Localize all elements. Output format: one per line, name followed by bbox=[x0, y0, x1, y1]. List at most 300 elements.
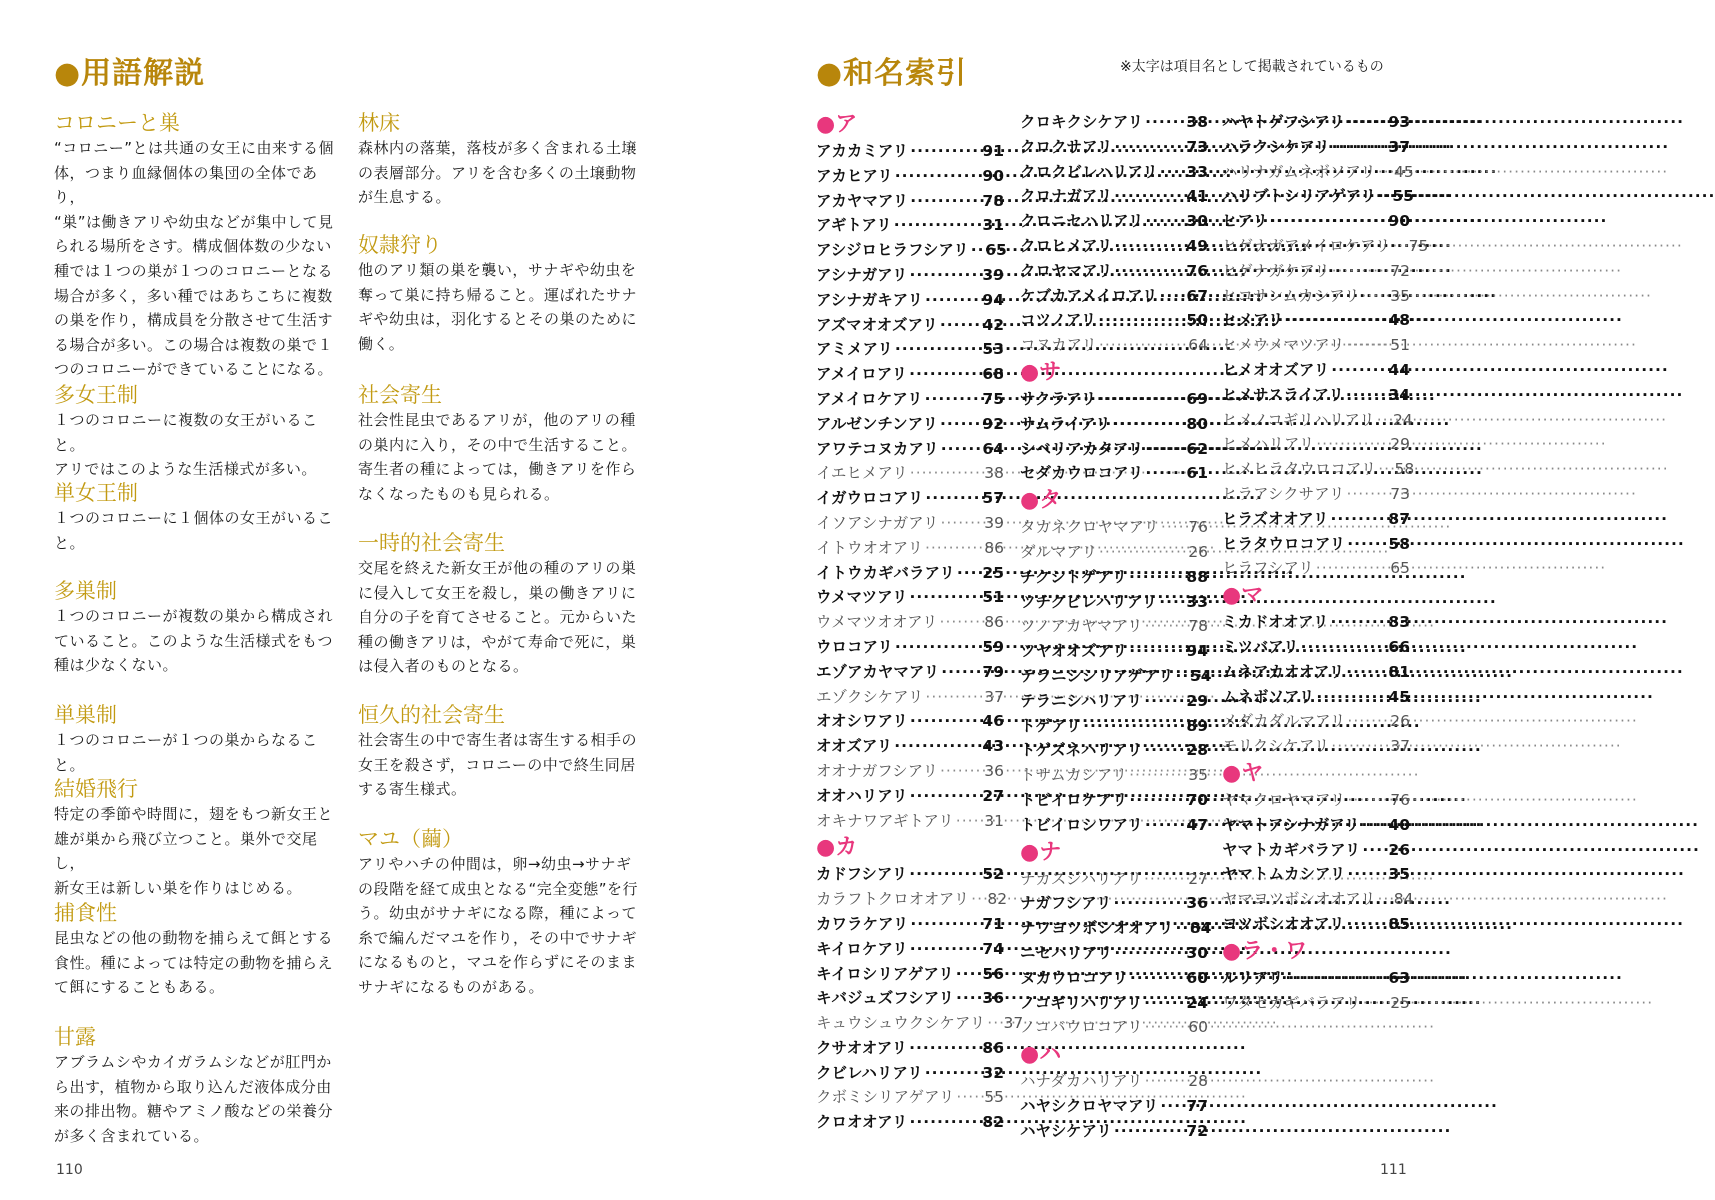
index-entry bbox=[1222, 660, 1410, 685]
index-entry-page: 29 bbox=[1186, 691, 1208, 710]
index-entry-name: ウロコアリ bbox=[816, 637, 893, 656]
leader-dots bbox=[1114, 234, 1180, 259]
index-entry-name: オオハリアリ bbox=[816, 786, 908, 805]
index-entry bbox=[1020, 209, 1208, 234]
leader-dots bbox=[910, 189, 976, 214]
index-entry-page: 62 bbox=[1186, 439, 1208, 458]
index-entry-name: キイロシリアゲアリ bbox=[816, 964, 954, 983]
index-entry-name: ヒメオオズアリ bbox=[1222, 360, 1330, 379]
index-entry-name: クロナガアリ bbox=[1020, 187, 1113, 206]
leader-dots bbox=[1113, 891, 1180, 916]
index-entry-name: ヒラタウロコアリ bbox=[1222, 534, 1346, 553]
glossary-term bbox=[358, 826, 648, 1000]
index-entry-name: トビイロケアリ bbox=[1020, 790, 1128, 809]
index-entry bbox=[816, 561, 1004, 586]
leader-dots bbox=[1346, 110, 1382, 135]
index-kana-heading: ●マ bbox=[1222, 583, 1264, 609]
index-entry-page: 25 bbox=[1390, 993, 1410, 1012]
index-entry-page: 54 bbox=[1189, 666, 1212, 685]
index-entry-page: 87 bbox=[1388, 509, 1410, 528]
index-entry bbox=[816, 1085, 1004, 1110]
index-entry-page: 84 bbox=[1189, 919, 1212, 938]
index-entry bbox=[1020, 308, 1208, 333]
index-entry-page: 45 bbox=[1394, 162, 1414, 181]
index-entry bbox=[1222, 813, 1410, 838]
index-entry bbox=[816, 759, 1004, 784]
right-page bbox=[736, 0, 1472, 1200]
leader-dots bbox=[1347, 532, 1382, 557]
glossary-title: ●用語解説 bbox=[54, 56, 206, 91]
index-entry-name: クロクビレハリアリ bbox=[1020, 162, 1158, 181]
glossary-term-body: 社会寄生の中で寄生者は寄生する相手の 女王を殺さず，コロニーの中で終生同居 する寄生様式。 bbox=[358, 731, 638, 799]
index-entry-name: アシナガアリ bbox=[816, 265, 908, 284]
index-entry bbox=[1222, 610, 1410, 635]
index-entry-page: 39 bbox=[984, 513, 1004, 532]
index-entry-page: 46 bbox=[982, 712, 1004, 731]
index-entry-page: 26 bbox=[1388, 840, 1410, 859]
index-entry-page: 57 bbox=[982, 489, 1004, 508]
index-entry-name: ハリブトシリアゲアリ bbox=[1222, 187, 1376, 206]
index-entry bbox=[1222, 333, 1410, 358]
index-entry-page: 78 bbox=[1188, 617, 1208, 636]
index-entry bbox=[816, 437, 1004, 462]
index-entry-name: イソアシナガアリ bbox=[816, 513, 939, 532]
index-entry-page: 28 bbox=[1188, 1072, 1208, 1091]
index-entry-name: アメイロアリ bbox=[816, 365, 908, 384]
index-entry-page: 86 bbox=[982, 1038, 1004, 1057]
index-entry-page: 37 bbox=[1003, 1014, 1024, 1033]
index-entry bbox=[816, 660, 1004, 685]
index-entry bbox=[1020, 184, 1208, 209]
leader-dots bbox=[1346, 333, 1382, 358]
index-entry-page: 94 bbox=[982, 290, 1004, 309]
leader-dots bbox=[1114, 259, 1180, 284]
glossary-term-title: 一時的社会寄生 bbox=[358, 531, 505, 555]
index-entry-name: サクラアリ bbox=[1020, 389, 1097, 408]
index-entry-page: 65 bbox=[985, 241, 1007, 260]
index-entry-name: クロオオアリ bbox=[816, 1113, 908, 1132]
index-entry bbox=[816, 189, 1004, 214]
index-entry-name: アギトアリ bbox=[816, 216, 892, 235]
index-entry-name: ヤマヨツボシオオアリ bbox=[1222, 890, 1376, 909]
index-entry bbox=[1020, 1015, 1208, 1040]
index-entry-page: 26 bbox=[1390, 712, 1410, 731]
index-entry bbox=[1222, 408, 1413, 433]
index-entry-name: ヒメハリアリ bbox=[1222, 435, 1315, 454]
index-entry bbox=[816, 734, 1004, 759]
leader-dots bbox=[1130, 966, 1180, 991]
index-entry-page: 47 bbox=[1186, 815, 1208, 834]
leader-dots bbox=[1145, 209, 1180, 234]
index-entry-page: 77 bbox=[1186, 1096, 1208, 1115]
glossary-term-body: 社会性昆虫であるアリが，他のアリの種 の巣内に入り，その中で生活すること。 寄生者の種によっては，働きアリを作ら なくなったものも見られる。 bbox=[358, 411, 638, 503]
leader-dots bbox=[1145, 110, 1180, 135]
index-entry-name: ハリナガムネボソアリ bbox=[1222, 162, 1376, 181]
leader-dots bbox=[1347, 709, 1382, 734]
index-entry bbox=[1222, 788, 1410, 813]
index-entry-name: ヒメノコギリハリアリ bbox=[1222, 410, 1375, 429]
leader-dots bbox=[910, 139, 976, 164]
index-entry-page: 38 bbox=[1186, 113, 1208, 131]
leader-dots bbox=[909, 1036, 976, 1061]
leader-dots bbox=[941, 660, 976, 685]
index-entry-page: 76 bbox=[1188, 518, 1208, 537]
index-entry-page: 70 bbox=[1186, 790, 1208, 809]
glossary-term-body: 特定の季節や時間に，翅をもつ新女王と 雄が巣から飛び立つこと。巣外で交尾し， 新女王は新しい巣を作りはじめる。 bbox=[54, 805, 334, 897]
index-entry bbox=[1020, 461, 1208, 486]
leader-dots bbox=[1175, 916, 1183, 941]
index-entry-page: 29 bbox=[1390, 435, 1410, 454]
leader-dots bbox=[909, 362, 976, 387]
index-entry-page: 52 bbox=[982, 865, 1004, 884]
index-entry bbox=[816, 685, 1004, 710]
index-column-2 bbox=[1020, 110, 1212, 1143]
index-entry-page: 35 bbox=[1390, 286, 1410, 305]
leader-dots bbox=[925, 486, 976, 511]
index-entry-name: コツノアリ bbox=[1020, 311, 1097, 330]
index-entry bbox=[1222, 209, 1410, 234]
leader-dots bbox=[1145, 614, 1180, 639]
index-entry-page: 24 bbox=[1186, 993, 1208, 1012]
leader-dots bbox=[1114, 1119, 1180, 1144]
leader-dots bbox=[940, 759, 976, 784]
index-entry-page: 83 bbox=[1388, 613, 1410, 632]
glossary-term-body: １つのコロニーに１個体の女王がいるこ と。 bbox=[54, 509, 334, 552]
glossary-term-title: 多女王制 bbox=[54, 383, 138, 407]
leader-dots bbox=[1363, 991, 1382, 1016]
index-entry-name: ヒラフシアリ bbox=[1222, 559, 1314, 578]
index-entry bbox=[816, 962, 1004, 987]
index-entry-name: ヤマトアシナガアリ bbox=[1222, 815, 1360, 834]
index-entry-page: 64 bbox=[982, 439, 1004, 458]
index-entry-name: ヤマトカギバラアリ bbox=[1222, 840, 1361, 859]
leader-dots bbox=[957, 561, 976, 586]
index-entry-page: 82 bbox=[982, 1113, 1004, 1132]
leader-dots bbox=[1285, 308, 1382, 333]
index-entry bbox=[1020, 689, 1208, 714]
index-entry bbox=[816, 912, 1004, 937]
index-entry-name: オオズアリ bbox=[816, 737, 893, 756]
index-kana-heading: ●サ bbox=[1020, 359, 1062, 385]
index-kana-heading: ●カ bbox=[816, 835, 858, 861]
index-entry-name: テラニシシリアゲアリ bbox=[1020, 666, 1174, 685]
index-entry-page: 25 bbox=[982, 563, 1004, 582]
index-entry bbox=[816, 1110, 1004, 1135]
index-entry bbox=[1222, 383, 1410, 408]
index-entry-name: アワテコヌカアリ bbox=[816, 439, 939, 458]
index-entry-page: 92 bbox=[982, 414, 1004, 433]
index-entry-page: 43 bbox=[982, 737, 1004, 756]
glossary-term-title: 結婚飛行 bbox=[54, 777, 138, 801]
index-entry-name: イトウカギバラアリ bbox=[816, 563, 955, 582]
index-entry-page: 76 bbox=[1390, 790, 1410, 809]
index-entry-page: 84 bbox=[1393, 890, 1414, 909]
index-entry-page: 86 bbox=[984, 613, 1004, 632]
index-entry-page: 37 bbox=[1388, 137, 1410, 156]
index-entry bbox=[1222, 432, 1410, 457]
index-entry-page: 36 bbox=[984, 761, 1004, 780]
leader-dots bbox=[1331, 358, 1382, 383]
index-entry-name: ルリアリ bbox=[1222, 968, 1284, 987]
index-entry bbox=[816, 362, 1004, 387]
glossary-term-title: コロニーと巣 bbox=[54, 111, 180, 135]
index-entry bbox=[1222, 135, 1410, 160]
index-entry-page: 49 bbox=[1186, 236, 1208, 255]
index-entry-page: 68 bbox=[982, 365, 1004, 384]
index-entry-name: ヤマクロヤマアリ bbox=[1222, 790, 1346, 809]
index-entry-name: イトウオオアリ bbox=[816, 538, 923, 557]
index-entry-page: 65 bbox=[1390, 559, 1410, 578]
index-entry bbox=[1222, 966, 1410, 991]
leader-dots bbox=[1362, 284, 1383, 309]
index-entry-page: 89 bbox=[1186, 716, 1208, 735]
leader-dots bbox=[895, 635, 976, 660]
index-entry-name: オオシワアリ bbox=[816, 712, 908, 731]
index-entry-name: ツチクビレハリアリ bbox=[1020, 592, 1158, 611]
index-entry bbox=[1020, 916, 1212, 941]
leader-dots bbox=[1160, 284, 1181, 309]
leader-dots bbox=[1113, 412, 1180, 437]
leader-dots bbox=[909, 263, 976, 288]
index-entry bbox=[816, 784, 1004, 809]
index-entry-name: ヒメアリ bbox=[1222, 311, 1284, 330]
index-entry bbox=[816, 1061, 1004, 1086]
index-entry-name: シベリアカタアリ bbox=[1020, 439, 1144, 458]
index-entry-page: 42 bbox=[982, 315, 1004, 334]
glossary-term bbox=[358, 530, 648, 679]
leader-dots bbox=[1144, 738, 1180, 763]
index-entry-page: 71 bbox=[982, 914, 1004, 933]
index-entry-name: キバジュズフシアリ bbox=[816, 989, 954, 1008]
index-entry-name: ヒゲナガケアリ bbox=[1222, 261, 1330, 280]
index-entry-name: ダルマアリ bbox=[1020, 542, 1097, 561]
index-entry bbox=[1222, 184, 1414, 209]
index-kana-heading: ●ハ bbox=[1020, 1042, 1062, 1068]
leader-dots bbox=[1316, 432, 1382, 457]
glossary-term bbox=[54, 480, 344, 555]
leader-dots bbox=[925, 536, 976, 561]
leader-dots bbox=[910, 461, 976, 486]
index-entry-name: ヌカウロコアリ bbox=[1020, 968, 1128, 987]
index-entry-page: 30 bbox=[1186, 943, 1208, 962]
index-entry-page: 27 bbox=[1188, 869, 1208, 888]
leader-dots bbox=[1129, 788, 1180, 813]
leader-dots bbox=[1347, 788, 1382, 813]
index-entry bbox=[1020, 714, 1208, 739]
glossary-term-body: 交尾を終えた新女王が他の種のアリの巣 に侵入して女王を殺し，巣の働きアリに 自分の子を育てさせること。元からいた 種の働きアリは，やがて寿命で死に，巣 は侵入者のものとなる。 bbox=[358, 559, 638, 676]
page-number-left: 110 bbox=[56, 1162, 83, 1178]
glossary-term-title: 単女王制 bbox=[54, 481, 138, 505]
index-entry-page: 56 bbox=[982, 964, 1004, 983]
leader-dots bbox=[1316, 685, 1382, 710]
index-kana-heading: ●ラ・ワ bbox=[1222, 938, 1308, 964]
index-kana-heading: ●ナ bbox=[1020, 839, 1062, 865]
index-entry bbox=[1222, 556, 1410, 581]
index-entry-name: ヒラズオオアリ bbox=[1222, 509, 1329, 528]
index-title: ●和名索引 bbox=[816, 56, 968, 91]
index-entry-page: 90 bbox=[1388, 212, 1410, 231]
glossary-term-title: 甘露 bbox=[54, 1025, 96, 1049]
index-entry-page: 75 bbox=[982, 389, 1004, 408]
index-entry-name: アカカミアリ bbox=[816, 142, 909, 160]
index-entry bbox=[1020, 437, 1208, 462]
index-entry bbox=[816, 288, 1004, 313]
index-entry-page: 53 bbox=[982, 340, 1004, 359]
index-entry-page: 86 bbox=[984, 538, 1004, 557]
index-entry-page: 66 bbox=[1388, 637, 1410, 656]
index-entry bbox=[816, 213, 1004, 238]
index-entry-page: 69 bbox=[1186, 389, 1208, 408]
glossary-term-body: アリやハチの仲間は，卵→幼虫→サナギ の段階を経て成虫となる“完全変態”を行 う。幼虫がサナギになる際，種によって 糸で編んだマユを作り，その中でサナギ になるものと，マユを作らずにそのまま サナギになるものがある。 bbox=[358, 855, 639, 996]
leader-dots bbox=[1377, 887, 1385, 912]
index-entry bbox=[816, 164, 1004, 189]
index-entry bbox=[816, 238, 1007, 263]
leader-dots bbox=[956, 962, 976, 987]
index-entry-page: 50 bbox=[1186, 311, 1208, 330]
index-entry-name: ケブカアメイロアリ bbox=[1020, 286, 1158, 305]
index-entry-name: サムライアリ bbox=[1020, 414, 1111, 433]
index-entry-name: ナワヨツボシオオアリ bbox=[1020, 919, 1174, 938]
index-entry-page: 59 bbox=[982, 637, 1004, 656]
glossary-term-title: 林床 bbox=[358, 111, 400, 135]
index-entry bbox=[816, 511, 1004, 536]
index-entry bbox=[816, 387, 1004, 412]
index-entry-page: 36 bbox=[982, 989, 1004, 1008]
index-entry bbox=[816, 412, 1004, 437]
index-entry-page: 55 bbox=[984, 1088, 1004, 1107]
leader-dots bbox=[1145, 813, 1180, 838]
glossary-term bbox=[54, 382, 344, 482]
index-entry-name: ニセハリアリ bbox=[1020, 943, 1113, 962]
glossary-term-title: 多巣制 bbox=[54, 579, 117, 603]
leader-dots bbox=[1160, 1094, 1180, 1119]
index-entry-name: ナカスジハリアリ bbox=[1020, 869, 1142, 888]
leader-dots bbox=[1145, 1015, 1180, 1040]
glossary-term-body: 森林内の落葉，落枝が多く含まれる土壌 の表層部分。アリを含む多くの土壌動物 が生息する。 bbox=[358, 139, 638, 207]
index-entry-name: イエヒメアリ bbox=[816, 464, 908, 483]
index-entry bbox=[1020, 738, 1208, 763]
index-entry-page: 58 bbox=[1394, 460, 1415, 479]
index-entry-name: トサムカシアリ bbox=[1020, 766, 1128, 785]
glossary-term bbox=[54, 1024, 344, 1148]
index-entry-name: ヤマトムカシアリ bbox=[1222, 865, 1346, 884]
index-entry-page: 28 bbox=[1186, 741, 1208, 760]
index-entry-page: 82 bbox=[987, 890, 1008, 909]
index-entry-name: クロヒメアリ bbox=[1020, 236, 1113, 255]
index-entry bbox=[816, 610, 1004, 635]
index-entry-page: 34 bbox=[1388, 385, 1410, 404]
leader-dots bbox=[941, 437, 976, 462]
page-number-right: 111 bbox=[1380, 1162, 1407, 1178]
index-entry bbox=[1020, 160, 1208, 185]
index-entry-name: アカヤマアリ bbox=[816, 191, 909, 210]
index-entry-page: 94 bbox=[1186, 642, 1208, 661]
leader-dots bbox=[894, 213, 976, 238]
leader-dots bbox=[1346, 482, 1382, 507]
glossary-term-title: 社会寄生 bbox=[358, 383, 442, 407]
leader-dots bbox=[1332, 259, 1382, 284]
leader-dots bbox=[1144, 689, 1180, 714]
leader-dots bbox=[1114, 941, 1180, 966]
index-entry bbox=[1020, 813, 1208, 838]
glossary-term-body: 他のアリ類の巣を襲い，サナギや幼虫を 奪って巣に持ち帰ること。運ばれたサナ ギや幼虫は，羽化するとその巣のために 働く。 bbox=[358, 261, 638, 353]
index-entry bbox=[1020, 135, 1208, 160]
index-entry-page: 33 bbox=[1186, 592, 1208, 611]
index-entry-name: アズマオオズアリ bbox=[816, 315, 938, 334]
glossary-term-body: １つのコロニーが複数の巣から構成され ていること。このような生活様式をもつ 種は少なくない。 bbox=[54, 607, 334, 675]
index-entry bbox=[1222, 160, 1414, 185]
index-entry-page: 60 bbox=[1188, 1018, 1208, 1037]
index-entry bbox=[816, 937, 1004, 962]
leader-dots bbox=[1083, 714, 1180, 739]
glossary-term-body: １つのコロニーが１つの巣からなること。 bbox=[54, 731, 318, 774]
index-entry-page: 76 bbox=[1186, 261, 1208, 280]
leader-dots bbox=[1331, 610, 1383, 635]
index-entry-page: 73 bbox=[1390, 484, 1410, 503]
index-entry-page: 31 bbox=[982, 216, 1004, 235]
index-entry-name: カワラケアリ bbox=[816, 914, 909, 933]
index-entry-page: 85 bbox=[1388, 914, 1410, 933]
index-entry bbox=[1020, 664, 1212, 689]
index-entry bbox=[1020, 110, 1208, 135]
index-entry-page: 61 bbox=[1186, 464, 1208, 483]
index-entry bbox=[1222, 734, 1410, 759]
leader-dots bbox=[1301, 635, 1382, 660]
leader-dots bbox=[1161, 515, 1180, 540]
leader-dots bbox=[910, 912, 976, 937]
glossary-term bbox=[358, 702, 648, 802]
glossary-term bbox=[54, 900, 344, 1000]
index-entry-page: 32 bbox=[982, 1063, 1004, 1082]
index-entry-name: ハナダカハリアリ bbox=[1020, 1072, 1143, 1091]
leader-dots bbox=[1392, 234, 1400, 259]
index-entry-page: 58 bbox=[1388, 534, 1410, 553]
index-entry-page: 41 bbox=[1186, 187, 1208, 206]
index-entry bbox=[816, 887, 1008, 912]
index-entry-name: コヌカアリ bbox=[1020, 336, 1097, 355]
index-entry-page: 73 bbox=[1186, 137, 1208, 156]
index-entry-name: ヒアリ bbox=[1222, 212, 1268, 231]
index-entry bbox=[1222, 709, 1410, 734]
index-entry bbox=[1020, 234, 1208, 259]
index-entry-page: 37 bbox=[1390, 737, 1410, 756]
index-kana-heading: ●ヤ bbox=[1222, 760, 1264, 786]
index-entry bbox=[816, 313, 1004, 338]
leader-dots bbox=[1362, 813, 1383, 838]
index-entry-page: 51 bbox=[982, 588, 1004, 607]
index-entry bbox=[1222, 635, 1410, 660]
index-entry bbox=[816, 337, 1004, 362]
index-entry-name: ウメマツアリ bbox=[816, 588, 908, 607]
leader-dots bbox=[956, 1085, 976, 1110]
index-entry bbox=[1222, 912, 1410, 937]
leader-dots bbox=[971, 887, 979, 912]
leader-dots bbox=[940, 610, 976, 635]
index-entry-page: 38 bbox=[984, 464, 1004, 483]
leader-dots bbox=[987, 1011, 995, 1036]
index-entry bbox=[1222, 887, 1414, 912]
leader-dots bbox=[971, 238, 979, 263]
leader-dots bbox=[1129, 763, 1180, 788]
index-kana-heading: ●ア bbox=[816, 112, 858, 137]
index-entry-name: ヒメヒラタウロコアリ bbox=[1222, 460, 1377, 479]
leader-dots bbox=[1362, 838, 1382, 863]
leader-dots bbox=[1378, 457, 1386, 482]
leader-dots bbox=[1285, 966, 1382, 991]
index-entry-name: クビレハリアリ bbox=[816, 1063, 923, 1082]
index-entry bbox=[816, 536, 1004, 561]
index-entry bbox=[1222, 507, 1410, 532]
